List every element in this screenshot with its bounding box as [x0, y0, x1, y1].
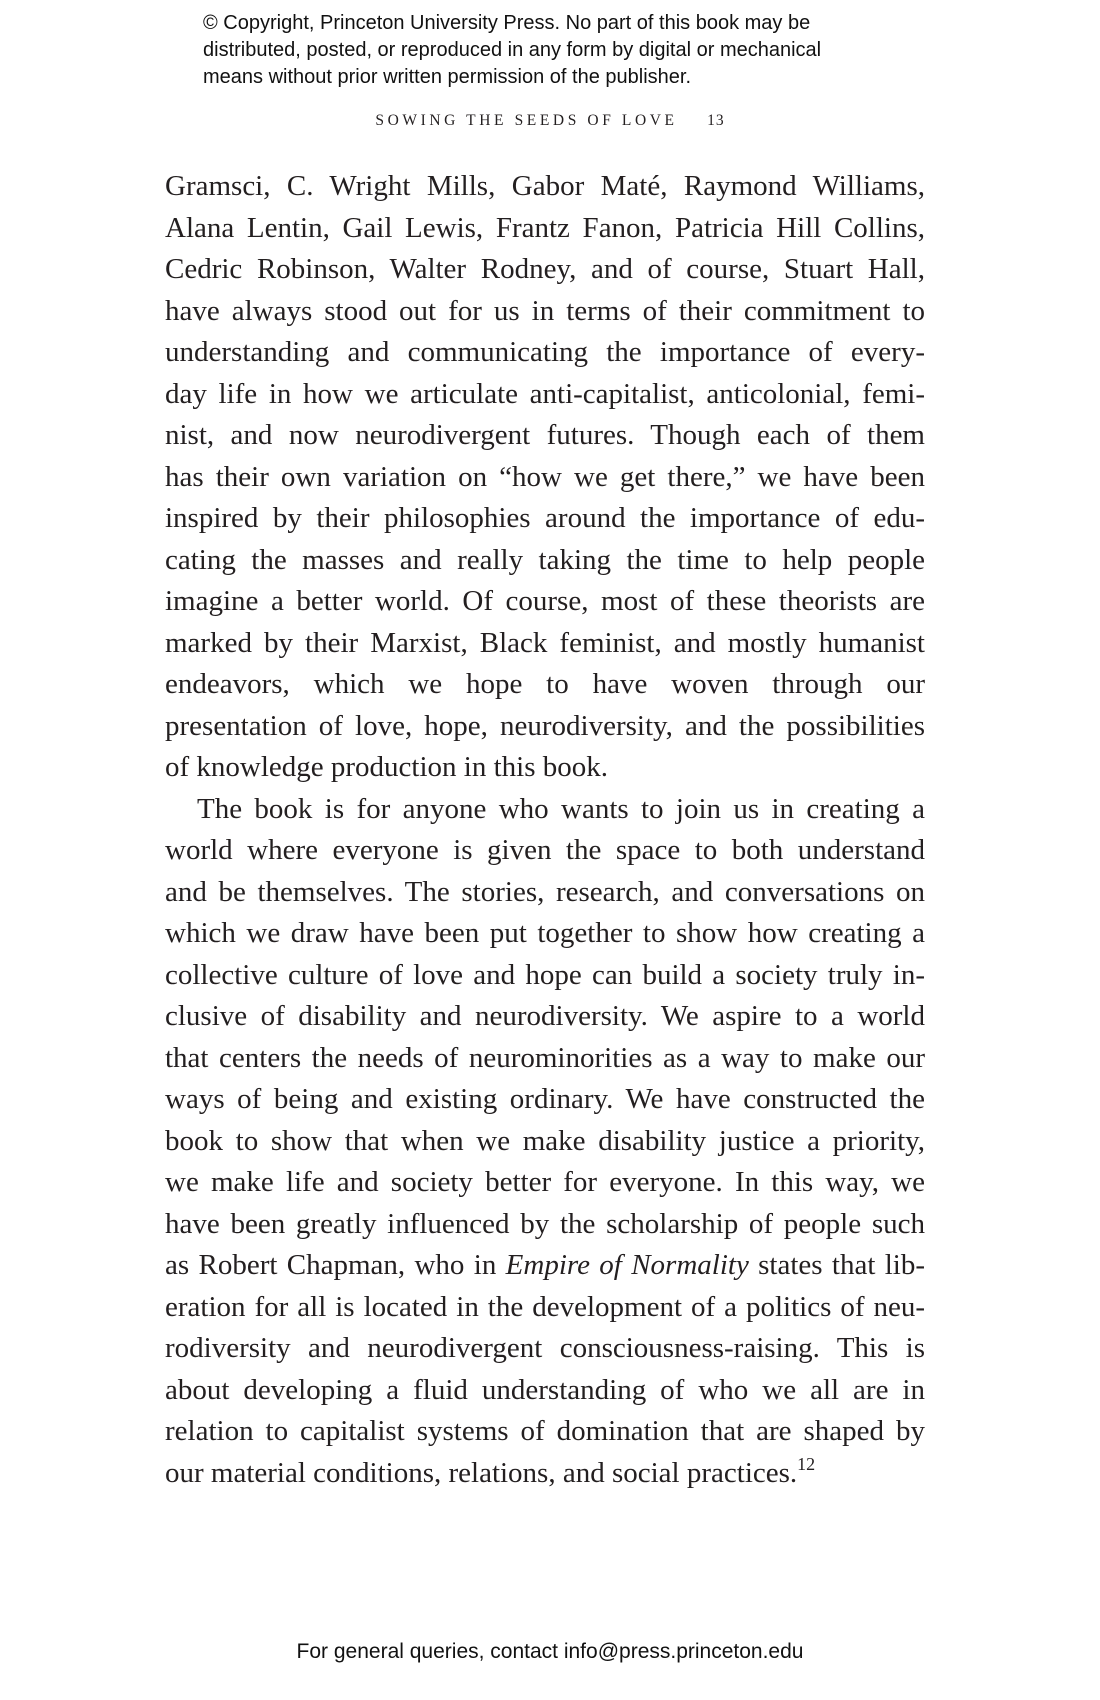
text-line: relation to capitalist systems of domination that are shaped by [165, 1415, 925, 1447]
text-line: understanding and communicating the importance of every- [165, 336, 925, 368]
text-line: Cedric Robinson, Walter Rodney, and of course, Stuart Hall, [165, 253, 925, 285]
text-line: nist, and now neurodivergent futures. Though each of them [165, 419, 925, 451]
text-line-with-title [165, 1245, 925, 1287]
paragraph [165, 166, 925, 789]
copyright-line: means without prior written permission of the publisher. [203, 66, 692, 88]
running-head-title: SOWING THE SEEDS OF LOVE [375, 112, 678, 129]
text-line: have always stood out for us in terms of their commitment to [165, 294, 925, 327]
text-line: has their own variation on “how we get there,” we have been [165, 460, 925, 493]
text-line: that centers the needs of neurominorities as a way to make our [165, 1041, 925, 1074]
text-line: we make life and society better for everyone. In this way, we [165, 1166, 925, 1198]
text-line: presentation of love, hope, neurodiversity, and the possibilities [165, 709, 925, 742]
text-line: imagine a better world. Of course, most of these theorists are [165, 585, 925, 617]
running-head [0, 112, 1100, 130]
text-line: Gramsci, C. Wright Mills, Gabor Maté, Raymond Williams, [165, 170, 925, 202]
text-fragment: states that lib- [748, 1249, 926, 1281]
text-line: collective culture of love and hope can build a society truly in- [165, 958, 925, 991]
text-line: world where everyone is given the space to both understand [165, 834, 925, 866]
text-fragment: as Robert Chapman, who in [165, 1249, 506, 1281]
text-line: day life in how we articulate anti-capitalist, anticolonial, femi- [165, 377, 925, 410]
footer-contact: For general queries, contact info@press.princeton.edu [296, 1640, 804, 1663]
text-line: about developing a fluid understanding of who we all are in [165, 1373, 925, 1406]
book-title: Empire of Normality [505, 1249, 749, 1281]
text-line: have been greatly influenced by the scholarship of people such [165, 1207, 925, 1240]
copyright-notice [203, 10, 923, 91]
page-number: 13 [707, 112, 725, 129]
text-line: rodiversity and neurodivergent consciousness-raising. This is [165, 1332, 925, 1364]
text-line: ways of being and existing ordinary. We have constructed the [165, 1083, 925, 1115]
text-line: cating the masses and really taking the time to help people [165, 543, 925, 576]
text-line: The book is for anyone who wants to join us in creating a [197, 792, 925, 825]
text-line: inspired by their philosophies around the importance of edu- [165, 502, 925, 534]
text-line: endeavors, which we hope to have woven through our [165, 668, 925, 700]
text-line: marked by their Marxist, Black feminist, and mostly humanist [165, 626, 925, 659]
paragraph [165, 789, 925, 1495]
text-line: and be themselves. The stories, research, and conversations on [165, 875, 925, 908]
text-line: book to show that when we make disability justice a priority, [165, 1124, 925, 1157]
text-line-last [165, 1453, 925, 1495]
text-line: eration for all is located in the development of a politics of neu- [165, 1290, 925, 1323]
copyright-line: © Copyright, Princeton University Press. No part of this book may be [203, 12, 811, 34]
text-line: Alana Lentin, Gail Lewis, Frantz Fanon, Patricia Hill Collins, [165, 211, 925, 244]
text-line: which we draw have been put together to show how creating a [165, 917, 925, 949]
footnote-marker[interactable]: 12 [797, 1453, 816, 1474]
copyright-line: distributed, posted, or reproduced in any form by digital or mechanical [203, 39, 822, 61]
text-line: of knowledge production in this book. [165, 751, 609, 783]
text-fragment: our material conditions, relations, and social practices. [165, 1456, 798, 1489]
text-line: clusive of disability and neurodiversity. We aspire to a world [165, 1000, 925, 1032]
body-text [165, 166, 925, 1494]
